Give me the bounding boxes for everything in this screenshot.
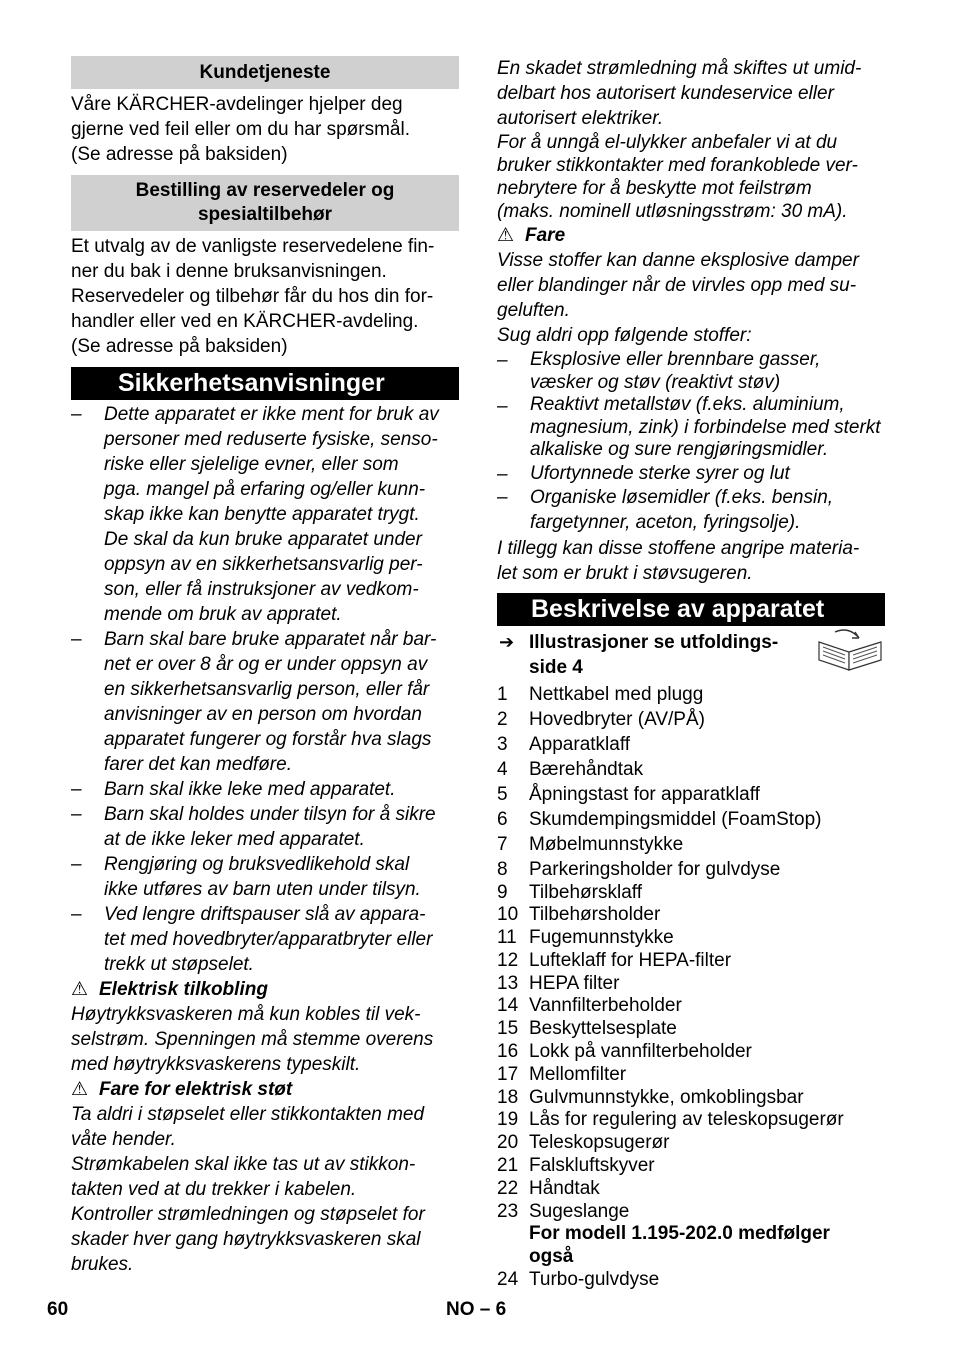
- part-item: 1 Nettkabel med plugg: [497, 683, 704, 705]
- tillegg-text: I tillegg kan disse stoffene angripe materia- let som er brukt i støvsugeren.: [497, 537, 860, 584]
- bullet-dash: –: [71, 779, 82, 800]
- stot-warning: ⚠ Fare for elektrisk støt: [71, 1079, 293, 1100]
- elektrisk-text: Høytrykksvaskeren må kun kobles til vek- selstrøm. Spenningen må stemme overens med høytrykksvaskerens typeskilt.: [71, 1004, 434, 1075]
- arrow-right-icon: ➔: [499, 631, 515, 652]
- bullet-dash: –: [497, 463, 508, 485]
- part-item: 3 Apparatklaff: [497, 733, 631, 755]
- fare-text: Visse stoffer kan danne eksplosive damper eller blandinger når de virvles opp med su- geluften. Sug aldri opp følgende stoffer:: [497, 250, 859, 346]
- beskrivelse-heading: Beskrivelse av apparatet: [497, 593, 885, 626]
- bullet-dash: –: [497, 350, 508, 371]
- part-item: 19 Lås for regulering av teleskopsugerør: [497, 1109, 844, 1131]
- book-icon: [815, 628, 885, 672]
- bestilling-heading: Bestilling av reservedeler og spesialtilbehør: [71, 175, 459, 231]
- part-item: 4 Bærehåndtak: [497, 758, 644, 780]
- part-item: 14 Vannfilterbeholder: [497, 995, 682, 1017]
- substance-item: – Ufortynnede sterke syrer og lut: [497, 462, 790, 485]
- page-code: NO – 6: [446, 1299, 507, 1320]
- bullet-dash: –: [497, 396, 508, 417]
- sikkerhet-heading: Sikkerhetsanvisninger: [71, 367, 459, 400]
- part-item: 6 Skumdempingsmiddel (FoamStop): [497, 808, 822, 830]
- part-item: 18 Gulvmunnstykke, omkoblingsbar: [497, 1086, 804, 1108]
- part-item: 23 Sugeslange: [497, 1200, 630, 1222]
- illustration-note: ➔ Illustrasjoner se utfoldings- side 4: [497, 630, 885, 680]
- warning-icon: ⚠: [71, 979, 89, 1000]
- bestilling-text: Et utvalg av de vanligste reservedelene fin- ner du bak i denne bruksanvisningen. Reservedeler og tilbehør får du hos din for- handler eller ved en KÄRCHER-avdeling. (Se adresse på baksiden): [71, 236, 435, 357]
- kundetjeneste-heading: Kundetjeneste: [71, 56, 459, 89]
- parts-list: [497, 682, 885, 1224]
- safety-item: – Ved lengre driftspauser slå av appara- tet med hovedbryter/apparatbryter eller trekk ut støpselet.: [71, 904, 433, 975]
- safety-item: – Barn skal holdes under tilsyn for å sikre at de ikke leker med apparatet.: [71, 804, 436, 850]
- part-item: 2 Hovedbryter (AV/PÅ): [497, 708, 705, 730]
- safety-list: [71, 402, 459, 977]
- elektrisk-warning: ⚠ Elektrisk tilkobling: [71, 979, 268, 1000]
- stot-text: Ta aldri i støpselet eller stikkontakten med våte hender. Strømkabelen skal ikke tas ut av stikkon- takten ved at du trekker i kabelen. Kontroller strømledningen og støpselet for skader hver gang høytrykksvaskeren skal brukes.: [71, 1104, 425, 1275]
- page-number: 60: [47, 1299, 69, 1320]
- fare-warning: ⚠ Fare: [497, 225, 566, 246]
- model-note: For modell 1.195-202.0 medfølger også: [529, 1223, 830, 1268]
- part-item: 21 Falskluftskyver: [497, 1155, 655, 1177]
- bullet-dash: –: [71, 804, 82, 825]
- part-item-24: 24 Turbo-gulvdyse: [497, 1269, 660, 1291]
- left-column: [71, 56, 459, 1277]
- safety-item: – Barn skal ikke leke med apparatet.: [71, 779, 396, 800]
- safety-item: – Rengjøring og bruksvedlikehold skal ikke utføres av barn uten under tilsyn.: [71, 854, 421, 900]
- part-item: 16 Lokk på vannfilterbeholder: [497, 1041, 752, 1063]
- kundetjeneste-text: Våre KÄRCHER-avdelinger hjelper deg gjerne ved feil eller om du har spørsmål. (Se adresse på baksiden): [71, 94, 410, 165]
- bullet-dash: –: [497, 486, 508, 508]
- bullet-dash: –: [71, 904, 82, 925]
- warning-icon: ⚠: [497, 225, 515, 246]
- right-column: [497, 56, 885, 1292]
- substance-item: – Organiske løsemidler (f.eks. bensin, fargetynner, aceton, fyringsolje).: [497, 486, 834, 533]
- safety-item: – Barn skal bare bruke apparatet når bar- net er over 8 år og er under oppsyn av en sikkerhetsansvarlig person, eller får anvisninger av en person om hvordan apparatet fungerer og forstår hva slags farer det kan medføre.: [71, 629, 437, 775]
- part-item: 13 HEPA filter: [497, 972, 620, 994]
- warning-icon: ⚠: [71, 1079, 89, 1100]
- part-item: 22 Håndtak: [497, 1177, 600, 1199]
- part-item: 8 Parkeringsholder for gulvdyse: [497, 858, 781, 880]
- part-item: 9 Tilbehørsklaff: [497, 881, 642, 903]
- safety-item: – Dette apparatet er ikke ment for bruk av personer med reduserte fysiske, senso- riske eller sjelelige evner, eller som pga. mangel på erfaring og/eller kunn- skap ikke kan benytte apparatet trygt. De skal da kun bruke apparatet under oppsyn av en sikkerhetsansvarlig per- son, eller få instruksjoner av vedkom- mende om bruk av appratet.: [71, 404, 439, 625]
- bullet-dash: –: [71, 629, 82, 650]
- part-item: 20 Teleskopsugerør: [497, 1132, 670, 1154]
- bullet-dash: –: [71, 854, 82, 875]
- substance-item: – Eksplosive eller brennbare gasser, væsker og støv (reaktivt støv): [497, 349, 821, 393]
- part-item: 7 Møbelmunnstykke: [497, 833, 684, 855]
- part-item: 11 Fugemunnstykke: [497, 927, 674, 949]
- intro-text: En skadet strømledning må skiftes ut umid- delbart hos autorisert kundeservice eller autorisert elektriker. For å unngå el-ulykker anbefaler vi at du bruker stikkontakter med forankoblede ver- nebrytere for å beskytte mot feilstrøm (maks. nominell utløsningsstrøm: 30 mA).: [497, 58, 862, 222]
- part-item: 15 Beskyttelsesplate: [497, 1018, 677, 1040]
- substance-item: – Reaktivt metallstøv (f.eks. aluminium, magnesium, zink) i forbindelse med sterkt alkaliske og sure rengjøringsmidler.: [497, 394, 881, 460]
- bullet-dash: –: [71, 404, 82, 425]
- part-item: 17 Mellomfilter: [497, 1063, 627, 1085]
- part-item: 12 Lufteklaff for HEPA-filter: [497, 949, 732, 971]
- part-item: 10 Tilbehørsholder: [497, 904, 661, 926]
- part-item: 5 Åpningstast for apparatklaff: [497, 783, 760, 805]
- substance-list: [497, 348, 885, 535]
